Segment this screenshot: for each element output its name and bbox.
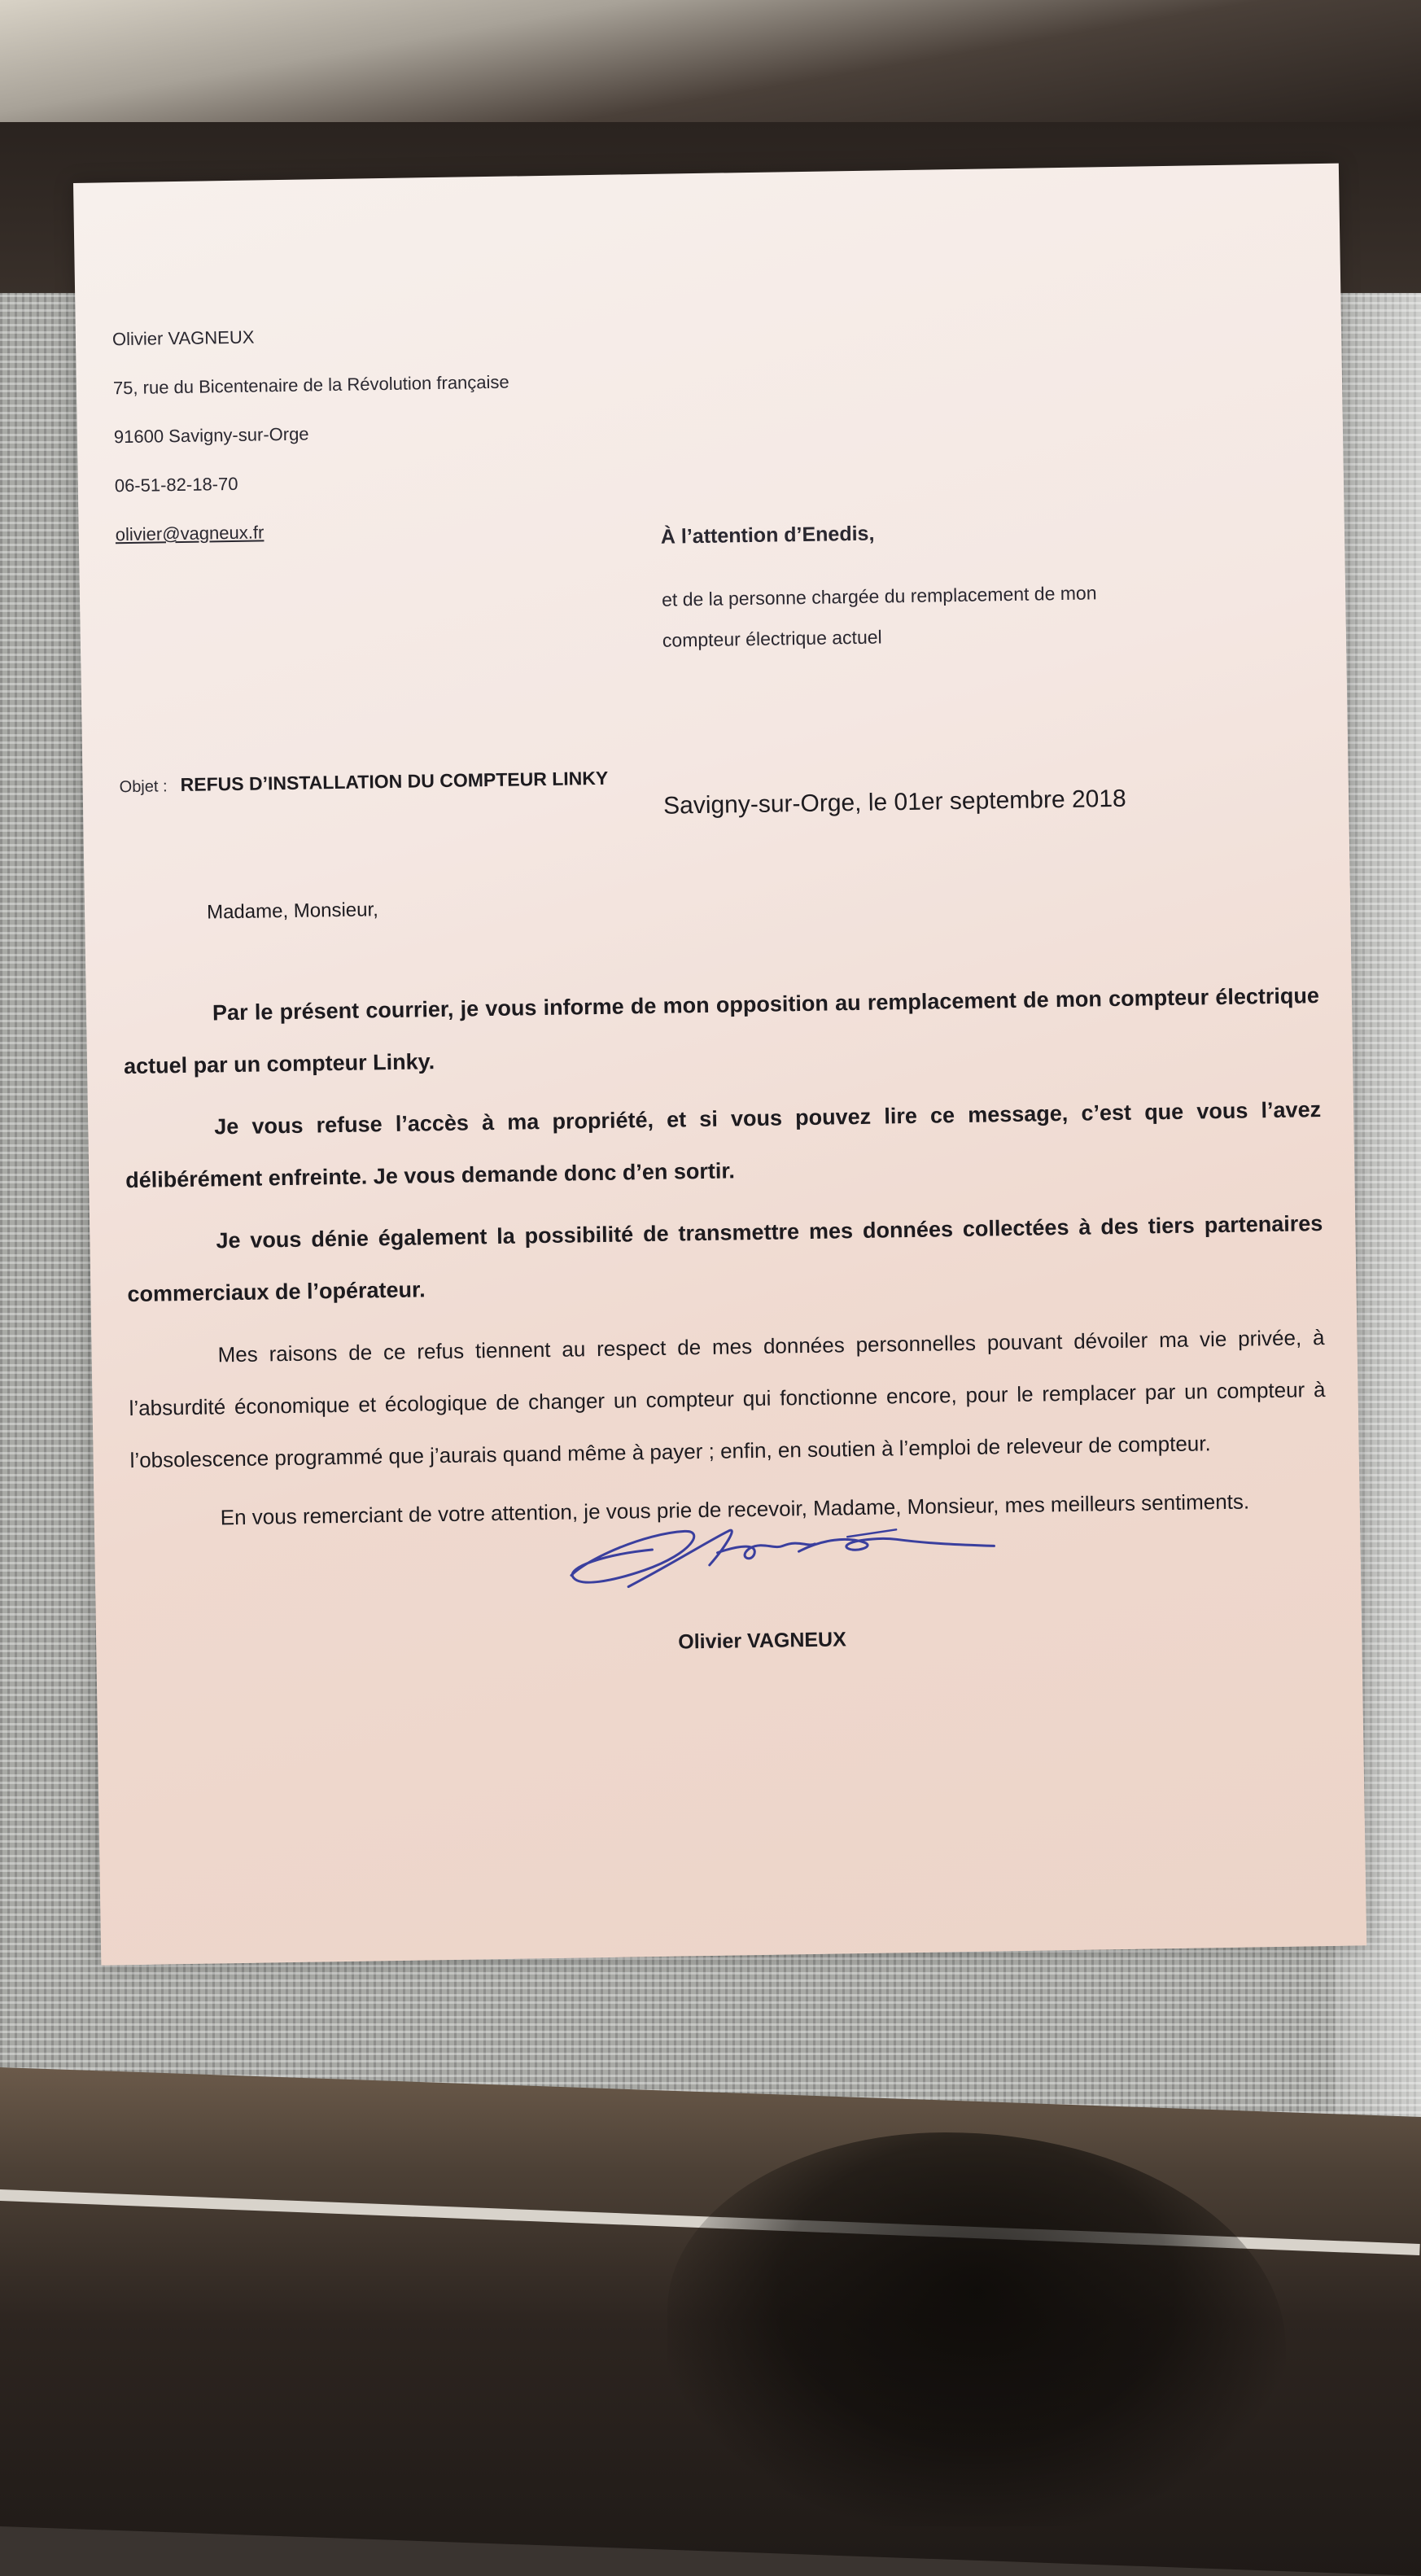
- recipient-line-2: compteur électrique actuel: [662, 626, 882, 651]
- sender-city: 91600 Savigny-sur-Orge: [113, 423, 309, 448]
- sender-name: Olivier VAGNEUX: [111, 326, 255, 350]
- letter-sheet: [73, 164, 1366, 1966]
- sender-phone: 06-51-82-18-70: [114, 473, 238, 496]
- letter-object: [119, 768, 608, 797]
- date-line: Savigny-sur-Orge, le 01er septembre 2018: [662, 785, 1126, 820]
- salutation: Madame, Monsieur,: [206, 899, 379, 924]
- recipient-line-1: et de la personne chargée du remplacement de mon: [661, 582, 1097, 610]
- recipient-attention: À l’attention d’Enedis,: [660, 522, 875, 549]
- object-label: Objet :: [119, 777, 168, 797]
- paragraph-access-refusal: Je vous refuse l’accès à ma propriété, et si vous pouvez lire ce message, c’est que vous l’avez délibérément enfreinte. Je vous demande donc d’en sortir.: [125, 1097, 1322, 1193]
- sender-email-link[interactable]: olivier@vagneux.fr: [115, 522, 265, 545]
- frame-top-edge: [0, 0, 1421, 122]
- paragraph-reasons: Mes raisons de ce refus tiennent au respect de mes données personnelles pouvant dévoiler ma vie privée, à l’absurdité économique et écologique de changer un compteur qui fonctionne encore, pour le remplacer par un compteur à l’obsolescence programmé que j’aurais quand même à payer ; enfin, en soutien à l’emploi de releveur de compteur.: [129, 1325, 1326, 1473]
- signer-name: Olivier VAGNEUX: [678, 1628, 846, 1654]
- paragraph-opposition: Par le présent courrier, je vous informe de mon opposition au remplacement de mon compteur électrique actuel par un compteur Linky.: [123, 983, 1320, 1079]
- object-text: REFUS D’INSTALLATION DU COMPTEUR LINKY: [180, 767, 609, 796]
- handwritten-signature: [554, 1503, 1012, 1600]
- paragraph-data-refusal: Je vous dénie également la possibilité de transmettre mes données collectées à des tiers partenaires commerciaux de l’opérateur.: [127, 1211, 1323, 1307]
- sender-street: 75, rue du Bicentenaire de la Révolution française: [112, 371, 509, 399]
- paragraph-closing: En vous remerciant de votre attention, je vous prie de recevoir, Madame, Monsieur, mes meilleurs sentiments.: [220, 1489, 1250, 1530]
